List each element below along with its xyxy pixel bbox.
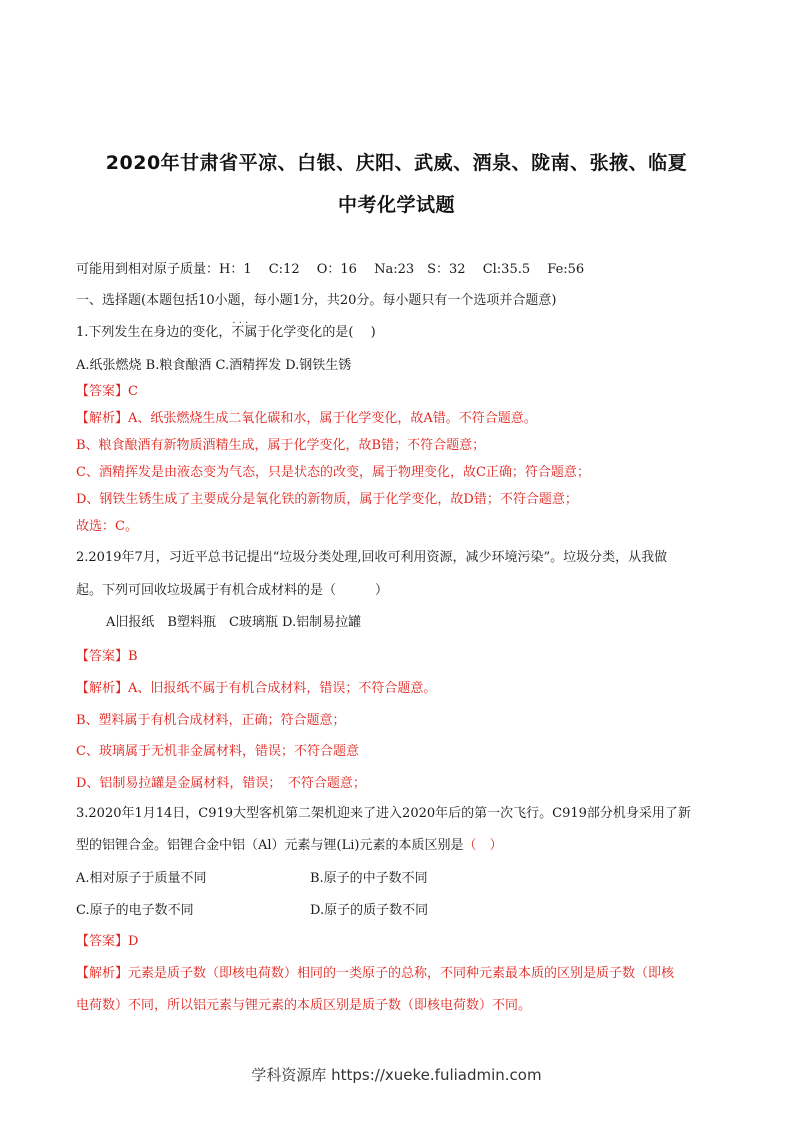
question-2-stem-line-2: 起。下列可回收垃圾属于有机合成材料的是（ ） xyxy=(76,583,389,598)
question-1-emphasis: · · · 不属于 xyxy=(231,325,270,340)
question-2-options: A旧报纸 B塑料瓶 C玻璃瓶 D.铝制易拉罐 xyxy=(106,615,362,630)
question-1-analysis: D、钢铁生锈生成了主要成分是氧化铁的新物质，属于化学变化，故D错；不符合题意； xyxy=(76,492,578,507)
question-3-stem-line-1: 3.2020年1月14日，C919大型客机第二架机迎来了进入2020年后的第一次飞行。C919部分机身采用了新 xyxy=(76,806,691,821)
question-3-blank: （ ） xyxy=(463,838,503,853)
question-3-option-b: B.原子的中子数不同 xyxy=(310,871,428,886)
question-1-analysis: C、酒精挥发是由液态变为气态，只是状态的改变，属于物理变化，故C正确；符合题意； xyxy=(76,465,590,480)
question-2-analysis: D、铝制易拉罐是金属材料，错误； 不符合题意； xyxy=(76,776,366,791)
question-3-option-d: D.原子的质子数不同 xyxy=(310,903,429,918)
question-1-answer: 【答案】C xyxy=(76,384,138,399)
question-2-stem-line-1: 2.2019年7月，习近平总书记提出“垃圾分类处理,回收可利用资源，减少环境污染”。垃圾分类，从我做 xyxy=(76,550,668,565)
question-1-stem xyxy=(76,325,376,341)
question-2-analysis: B、塑料属于有机合成材料，正确；符合题意； xyxy=(76,713,346,728)
question-1-options: A.纸张燃烧 B.粮食酿酒 C.酒精挥发 D.钢铁生锈 xyxy=(76,358,352,373)
question-3-option-c: C.原子的电子数不同 xyxy=(76,903,194,918)
document-title-line-2: 中考化学试题 xyxy=(337,194,455,216)
section-heading: 一、选择题(本题包括10小题，每小题1分，共20分。每小题只有一个选项并合题意) xyxy=(76,293,557,308)
question-2-answer: 【答案】B xyxy=(76,649,138,664)
question-3-stem-line-2 xyxy=(76,838,503,854)
question-1-stem-prefix: 1.下列发生在身边的变化， xyxy=(76,325,232,340)
question-2-analysis: C、玻璃属于无机非金属材料，错误；不符合题意 xyxy=(76,744,359,759)
page-footer-watermark: 学科资源库 https://xueke.fuliadmin.com xyxy=(251,1066,542,1084)
document-title-line-1: 2020年甘肃省平凉、白银、庆阳、武威、酒泉、陇南、张掖、临夏 xyxy=(105,152,688,174)
question-3-answer: 【答案】D xyxy=(76,934,139,949)
question-3-analysis: 电荷数）不同，所以铝元素与锂元素的本质区别是质子数（即核电荷数）不同。 xyxy=(76,998,532,1013)
question-1-analysis: B、粮食酿酒有新物质酒精生成，属于化学变化，故B错；不符合题意； xyxy=(76,438,486,453)
question-3-stem-text: 型的铝锂合金。铝锂合金中铝（Al）元素与锂(Li)元素的本质区别是 xyxy=(76,838,464,853)
question-3-analysis: 【解析】元素是质子数（即核电荷数）相同的一类原子的总称，不同种元素最本质的区别是质子数（即核 xyxy=(76,966,675,981)
question-1-conclusion: 故选：C。 xyxy=(76,519,138,534)
question-1-analysis: 【解析】A、纸张燃烧生成二氧化碳和水，属于化学变化，故A错。不符合题意。 xyxy=(76,411,537,426)
question-3-option-a: A.相对原子于质量不同 xyxy=(76,871,207,886)
question-2-analysis: 【解析】A、旧报纸不属于有机合成材料，错误；不符合题意。 xyxy=(76,681,437,696)
question-1-stem-suffix: 化学变化的是( ) xyxy=(270,325,376,340)
atomic-masses-note: 可能用到相对原子质量：H：1 C:12 O：16 Na:23 S：32 Cl:35.5 Fe:56 xyxy=(76,262,585,277)
